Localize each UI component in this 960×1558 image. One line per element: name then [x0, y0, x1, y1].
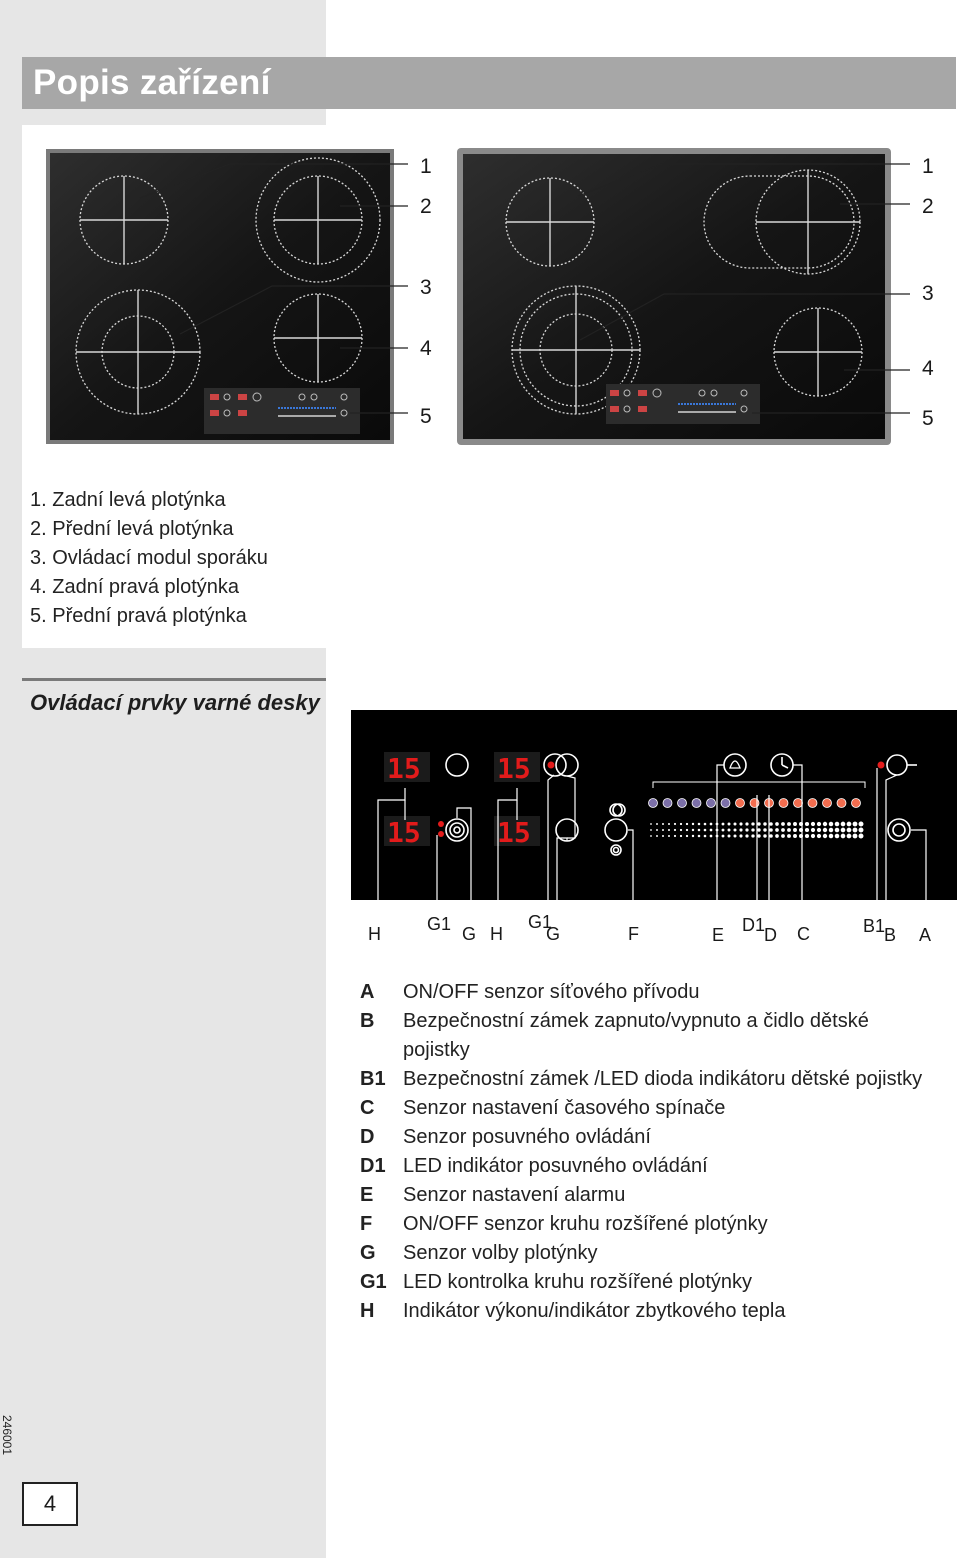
legend-key: D1 [360, 1155, 386, 1177]
slider-led [692, 799, 701, 808]
slider-led [750, 799, 759, 808]
legend-list [360, 978, 960, 1326]
list-item: 5. Přední pravá plotýnka [30, 605, 247, 627]
list-item: 2. Přední levá plotýnka [30, 518, 234, 540]
slider-led [663, 799, 672, 808]
label-g-2: G [546, 924, 561, 944]
slider-sensor-dot [728, 823, 731, 826]
slider-sensor-dot [829, 828, 833, 832]
label-a: A [919, 925, 932, 945]
legend-text: Senzor posuvného ovládání [403, 1126, 651, 1148]
slider-sensor-dot [775, 834, 779, 838]
slider-led [649, 799, 658, 808]
slider-sensor-dot [847, 834, 852, 839]
slider-sensor-dot [745, 834, 748, 837]
callout-left-1: 1 [420, 155, 432, 178]
label-b1: B1 [863, 916, 886, 936]
callout-right-2: 2 [922, 195, 934, 218]
slider-led [837, 799, 846, 808]
slider-sensor-dot [757, 828, 760, 831]
cooktop-parts-list [30, 486, 268, 631]
slider-sensor-dot [769, 822, 773, 826]
legend-text: Bezpečnostní zámek zapnuto/vypnuto a čidlo dětské pojistky [403, 1010, 869, 1061]
label-d1: D1 [742, 915, 766, 935]
slider-sensor-dot [722, 829, 725, 832]
slider-sensor-dot [787, 822, 791, 826]
label-c: C [797, 924, 810, 944]
slider-sensor-dot [823, 834, 827, 838]
slider-sensor-dot [853, 822, 858, 827]
list-item: 1. Zadní levá plotýnka [30, 489, 226, 511]
legend-text: ON/OFF senzor kruhu rozšířené plotýnky [403, 1213, 768, 1235]
section-heading: Ovládací prvky varné desky [30, 690, 320, 715]
list-item: 4. Zadní pravá plotýnka [30, 576, 240, 598]
slider-sensor-dot [745, 828, 748, 831]
callout-right-5: 5 [922, 407, 934, 430]
legend-key: G [360, 1242, 376, 1264]
legend-text: Senzor nastavení časového spínače [403, 1097, 726, 1119]
slider-sensor-dot [823, 822, 827, 826]
slider-sensor-dot [763, 834, 766, 837]
slider-sensor-dot [835, 822, 840, 827]
slider-sensor-dot [674, 829, 676, 831]
slider-sensor-dot [650, 835, 652, 837]
slider-sensor-dot [751, 834, 754, 837]
section-divider [22, 678, 326, 681]
legend-key: D [360, 1126, 375, 1148]
slider-sensor-dot [841, 828, 846, 833]
slider-sensor-dot [674, 835, 676, 837]
slider-sensor-dot [805, 822, 809, 826]
slider-led [736, 799, 745, 808]
legend-key: F [360, 1213, 373, 1235]
legend-row-d [360, 1123, 960, 1152]
legend-row-d1 [360, 1152, 960, 1181]
slider-sensor-dot [686, 829, 688, 831]
slider-sensor-dot [739, 822, 742, 825]
slider-sensor-dot [692, 829, 694, 831]
slider-sensor-dot [835, 834, 840, 839]
slider-sensor-dot [787, 834, 791, 838]
slider-sensor-dot [704, 823, 707, 826]
cooktop-left [46, 149, 432, 444]
slider-sensor-dot [859, 822, 864, 827]
label-h-2: H [490, 924, 503, 944]
legend-row-g1 [360, 1268, 960, 1297]
legend-text: Bezpečnostní zámek /LED dioda indikátoru dětské pojistky [403, 1068, 923, 1090]
label-g-1: G [462, 924, 477, 944]
display-digits-3: 15 [497, 752, 531, 785]
callout-left-5: 5 [420, 405, 432, 428]
callout-right-4: 4 [922, 357, 934, 380]
slider-sensor-dot [805, 828, 809, 832]
slider-sensor-dot [733, 822, 736, 825]
slider-sensor-dot [650, 823, 652, 825]
legend-key: B [360, 1010, 375, 1032]
slider-sensor-dot [781, 834, 785, 838]
slider-sensor-dot [775, 822, 779, 826]
slider-sensor-dot [763, 828, 766, 831]
slider-sensor-dot [698, 823, 701, 826]
slider-sensor-dot [656, 829, 658, 831]
slider-sensor-dot [805, 834, 809, 838]
slider-sensor-dot [787, 828, 791, 832]
slider-sensor-dot [686, 823, 688, 825]
slider-sensor-dot [733, 828, 736, 831]
callout-left-2: 2 [420, 195, 432, 218]
slider-sensor-dot [722, 835, 725, 838]
control-panel-diagram [351, 710, 957, 950]
slider-sensor-dot [710, 823, 713, 826]
title-bar [22, 57, 956, 109]
slider-sensor-dot [811, 822, 815, 826]
slider-sensor-dot [775, 828, 779, 832]
legend-key: E [360, 1184, 374, 1206]
slider-sensor-dot [793, 828, 797, 832]
slider-sensor-dot [763, 822, 766, 825]
callout-left-4: 4 [420, 337, 432, 360]
slider-led [779, 799, 788, 808]
callout-right-3: 3 [922, 282, 934, 305]
slider-sensor-dot [662, 835, 664, 837]
label-g1-1: G1 [427, 914, 452, 934]
slider-sensor-dot [722, 823, 725, 826]
slider-sensor-dot [680, 823, 682, 825]
legend-text: LED kontrolka kruhu rozšířené plotýnky [403, 1271, 753, 1293]
slider-sensor-dot [853, 828, 858, 833]
legend-text: Senzor volby plotýnky [403, 1242, 598, 1264]
slider-sensor-dot [728, 835, 731, 838]
slider-sensor-dot [781, 822, 785, 826]
slider-sensor-dot [817, 822, 821, 826]
slider-sensor-dot [841, 822, 846, 827]
slider-sensor-dot [829, 834, 833, 838]
slider-sensor-dot [662, 823, 664, 825]
legend-text: Indikátor výkonu/indikátor zbytkového tepla [403, 1300, 786, 1322]
callout-right-1: 1 [922, 155, 934, 178]
label-b: B [884, 925, 897, 945]
slider-sensor-dot [680, 835, 682, 837]
slider-led [678, 799, 687, 808]
slider-sensor-dot [751, 822, 754, 825]
slider-led [823, 799, 832, 808]
slider-sensor-dot [650, 829, 652, 831]
slider-sensor-dot [710, 829, 713, 832]
legend-row-g [360, 1239, 960, 1268]
slider-sensor-dot [811, 834, 815, 838]
slider-sensor-dot [698, 829, 701, 832]
slider-sensor-dot [847, 822, 852, 827]
slider-sensor-dot [769, 828, 773, 832]
legend-key: G1 [360, 1271, 387, 1293]
slider-sensor-dot [817, 828, 821, 832]
slider-sensor-dot [668, 823, 670, 825]
legend-key: C [360, 1097, 375, 1119]
slider-sensor-dot [745, 822, 748, 825]
cooktop-illustrations [40, 140, 950, 450]
slider-sensor-dot [728, 829, 731, 832]
legend-row-b1 [360, 1065, 960, 1094]
legend-key: H [360, 1300, 375, 1322]
slider-sensor-dot [680, 829, 682, 831]
slider-sensor-dot [781, 828, 785, 832]
callout-left-3: 3 [420, 276, 432, 299]
slider-led-row [649, 799, 861, 808]
slider-sensor-dot [817, 834, 821, 838]
slider-sensor-dot [751, 828, 754, 831]
slider-sensor-dot [662, 829, 664, 831]
slider-sensor-dot [668, 835, 670, 837]
legend-key: B1 [360, 1068, 386, 1090]
slider-sensor-dot [859, 828, 864, 833]
slider-sensor-dot [847, 828, 852, 833]
legend-text: LED indikátor posuvného ovládání [403, 1155, 708, 1177]
slider-led [707, 799, 716, 808]
slider-sensor-dot [692, 835, 694, 837]
slider-led [794, 799, 803, 808]
legend-text: Senzor nastavení alarmu [403, 1184, 626, 1206]
legend-row-c [360, 1094, 960, 1123]
slider-sensor-dot [698, 835, 701, 838]
legend-row-h [360, 1297, 960, 1326]
slider-sensor-dot [859, 834, 864, 839]
slider-sensor-dot [656, 835, 658, 837]
slider-sensor-dot [739, 828, 742, 831]
label-g1-2: G1 [528, 912, 553, 932]
slider-sensor-dot [733, 834, 736, 837]
slider-sensor-dot [841, 834, 846, 839]
page-number: 4 [22, 1482, 78, 1526]
slider-led [808, 799, 817, 808]
label-h-1: H [368, 924, 381, 944]
slider-sensor-dot [811, 828, 815, 832]
slider-sensor-dot [656, 823, 658, 825]
slider-sensor-dot [686, 835, 688, 837]
display-digits-2: 15 [387, 816, 421, 849]
slider-sensor-dot [769, 834, 773, 838]
legend-row-e [360, 1181, 960, 1210]
legend-row-f [360, 1210, 960, 1239]
page-title: Popis zařízení [33, 63, 271, 102]
slider-sensor-dot [674, 823, 676, 825]
legend-key: A [360, 981, 375, 1003]
slider-sensor-dot [710, 835, 713, 838]
slider-sensor-dot [757, 834, 760, 837]
slider-sensor-dot [823, 828, 827, 832]
cooktop-right [457, 148, 934, 445]
display-digits-1: 15 [387, 752, 421, 785]
slider-sensor-dot [793, 822, 797, 826]
display-digits-4: 15 [497, 816, 531, 849]
slider-sensor-dot [793, 834, 797, 838]
slider-sensor-dot [739, 834, 742, 837]
legend-row-a [360, 978, 960, 1007]
slider-sensor-dot [853, 834, 858, 839]
slider-sensor-dot [835, 828, 840, 833]
slider-sensor-dot [692, 823, 694, 825]
list-item: 3. Ovládací modul sporáku [30, 547, 268, 569]
slider-sensor-dot [704, 829, 707, 832]
document-code: 246001 [0, 1414, 14, 1456]
slider-led [852, 799, 861, 808]
slider-sensor-dot [829, 822, 833, 826]
label-f: F [628, 924, 639, 944]
slider-sensor-dot [704, 835, 707, 838]
legend-row-b [360, 1007, 960, 1065]
legend-text: ON/OFF senzor síťového přívodu [403, 981, 700, 1003]
slider-sensor-dot [757, 822, 760, 825]
label-e: E [712, 925, 725, 945]
slider-led [721, 799, 730, 808]
label-d: D [764, 925, 777, 945]
slider-sensor-dot [668, 829, 670, 831]
